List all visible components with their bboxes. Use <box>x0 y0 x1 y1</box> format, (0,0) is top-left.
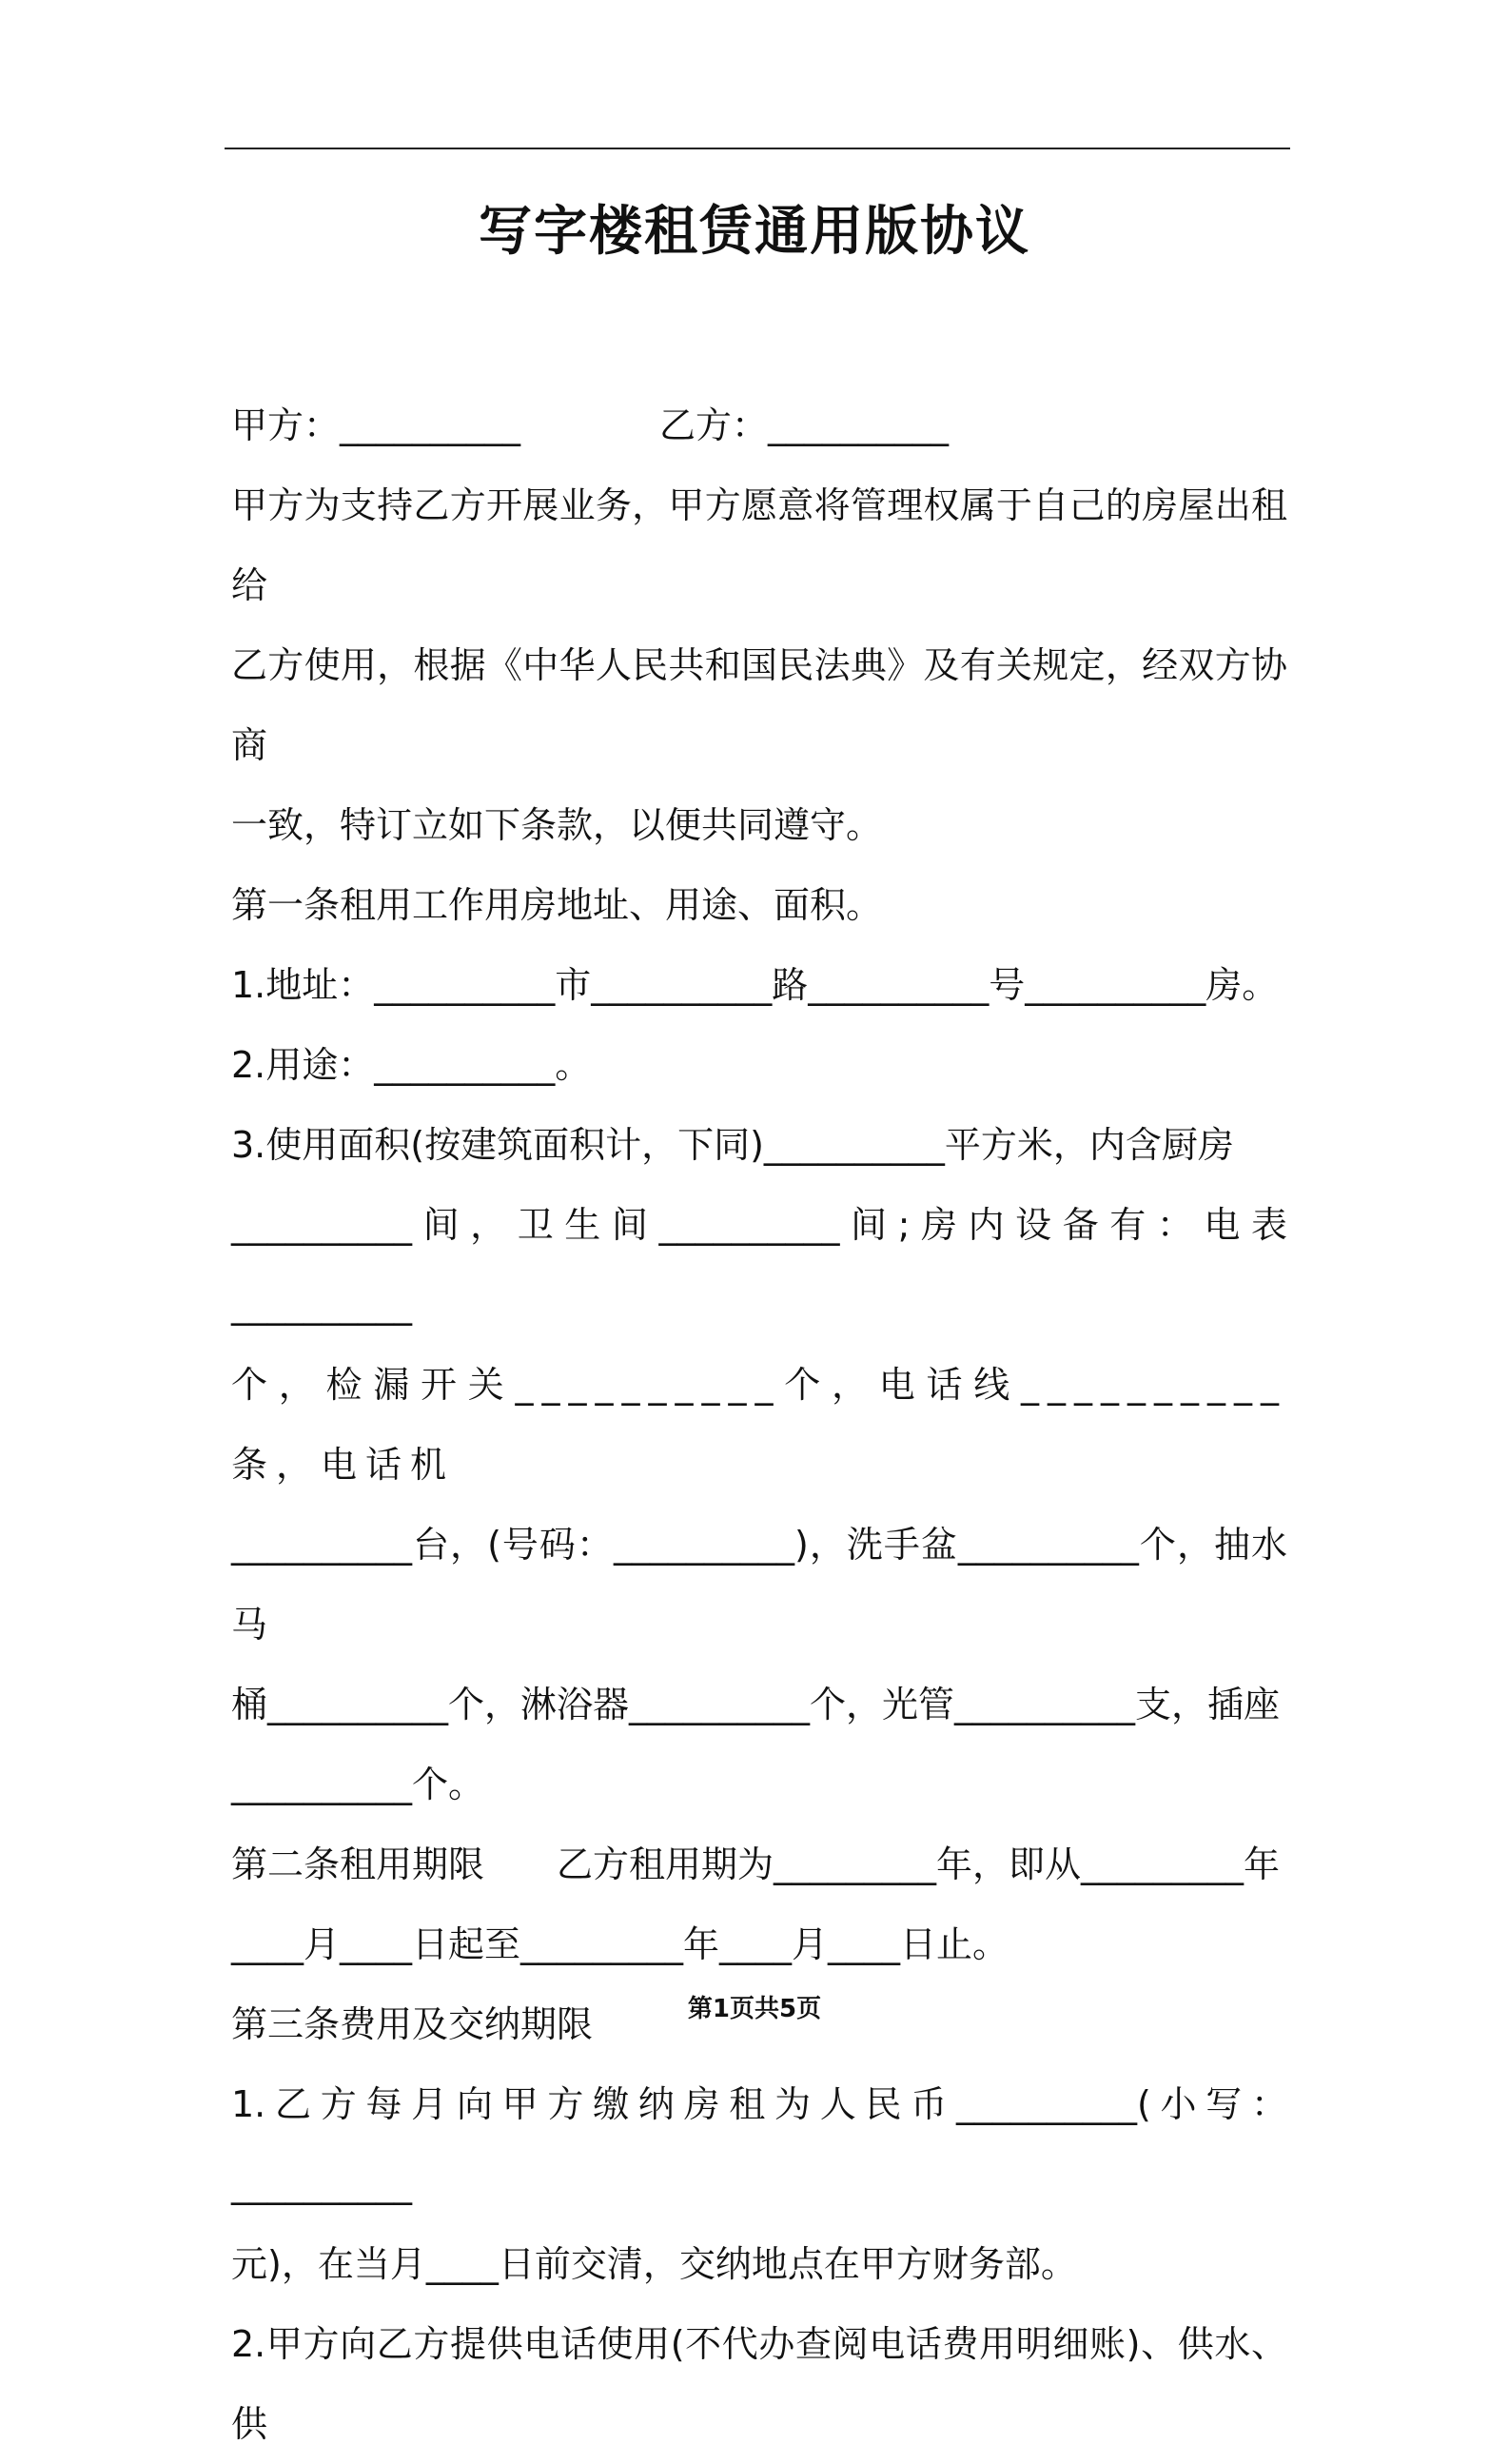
article-1-item-3-line-3: 个，检漏开关__________个，电话线__________条，电话机 <box>231 1364 1287 1486</box>
article-3-item-1-line-1: 1.乙方每月向甲方缴纳房租为人民币__________(小写：__________ <box>231 2083 1287 2205</box>
article-1-item-3-line-1: 3.使用面积(按建筑面积计，下同)__________平方米，内含厨房 <box>231 1124 1234 1166</box>
header-rule <box>225 148 1290 149</box>
article-3-heading: 第三条费用及交纳期限 <box>231 2003 594 2045</box>
article-3-item-2-line-1: 2.甲方向乙方提供电话使用(不代办查阅电话费用明细账)、供水、供 <box>231 2323 1287 2445</box>
party-b-field: 乙方：__________ <box>659 404 950 446</box>
article-1-item-3-line-5: 桶__________个，淋浴器__________个，光管__________支，插座 <box>231 1684 1281 1725</box>
intro-line-3: 一致，特订立如下条款，以便共同遵守。 <box>231 804 883 846</box>
article-1-item-1: 1.地址：__________市__________路__________号__________房。 <box>231 964 1279 1006</box>
article-1-item-3-line-2: __________间，卫生间__________间;房内设备有：电表__________ <box>231 1204 1287 1326</box>
article-1-item-3-line-4: __________台，(号码：__________)，洗手盆__________个，抽水马 <box>231 1524 1287 1646</box>
party-a-field: 甲方：__________ <box>231 404 521 446</box>
document-title: 写字楼租赁通用版协议 <box>479 201 1030 263</box>
page-number: 第1页共5页 <box>687 1995 822 2023</box>
article-2-line-1: 第二条租用期限 乙方租用期为_________年，即从_________年 <box>231 1843 1281 1885</box>
article-3-item-1-line-2: 元)，在当月____日前交清，交纳地点在甲方财务部。 <box>231 2243 1077 2285</box>
article-1-item-3-line-6: __________个。 <box>231 1764 485 1805</box>
intro-line-1: 甲方为支持乙方开展业务，甲方愿意将管理权属于自己的房屋出租给 <box>231 484 1287 606</box>
article-1-item-2: 2.用途：__________。 <box>231 1044 592 1086</box>
parties-line <box>231 385 1287 465</box>
article-1-heading: 第一条租用工作用房地址、用途、面积。 <box>231 884 883 926</box>
intro-line-2: 乙方使用，根据《中华人民共和国民法典》及有关规定，经双方协商 <box>231 644 1287 766</box>
document-body <box>231 385 1287 2464</box>
article-2-line-2: ____月____日起至_________年____月____日止。 <box>231 1923 1009 1965</box>
